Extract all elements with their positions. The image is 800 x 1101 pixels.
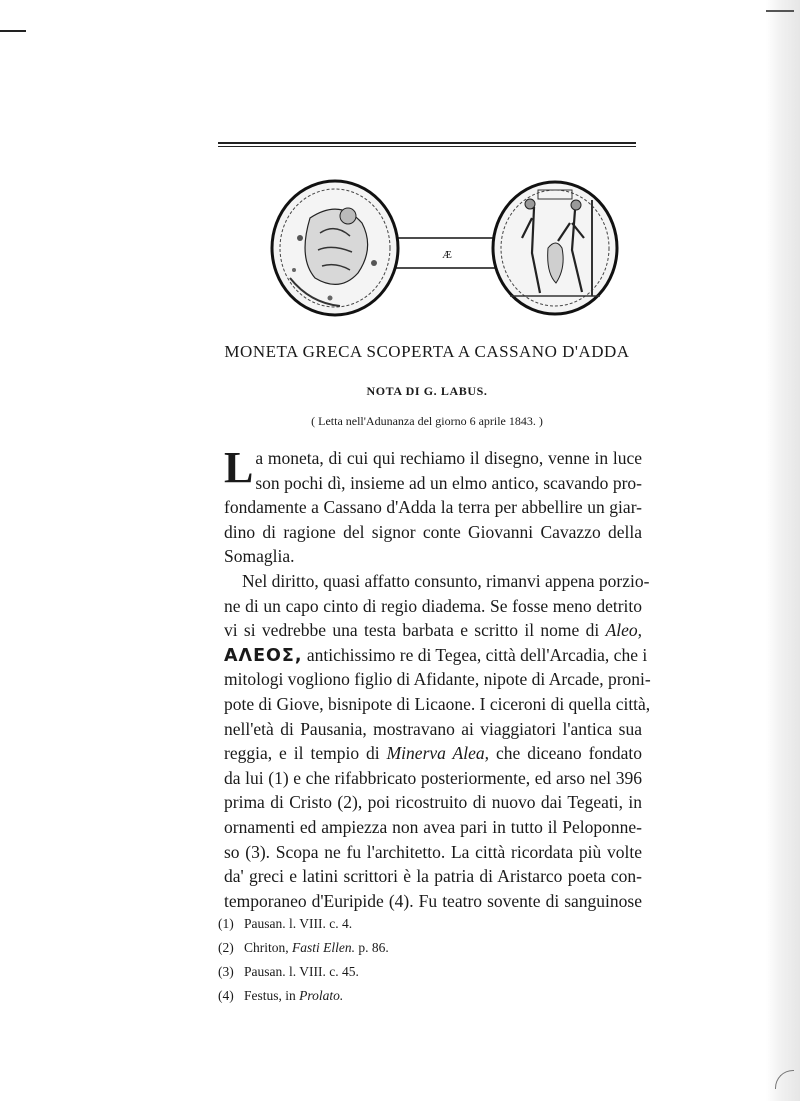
body-line: Somaglia. xyxy=(224,546,295,567)
footnotes xyxy=(218,912,636,1008)
drop-cap: L xyxy=(224,443,254,492)
scan-mark-top-right xyxy=(766,0,794,12)
body-line: mitologi vogliono figlio di Afidante, nipote di Arcade, proni- xyxy=(224,669,651,690)
header-rule-thick xyxy=(218,142,636,144)
footnote-3: (3) Pausan. l. VIII. c. 45. xyxy=(218,964,359,979)
page-edge-shadow xyxy=(766,0,800,1101)
greek-aleos: ΑΛΕΟΣ, xyxy=(224,645,303,666)
body-line: reggia, e il tempio di Minerva Alea, che diceano fondato xyxy=(224,743,643,764)
footnote-1: (1) Pausan. l. VIII. c. 4. xyxy=(218,916,353,931)
body-line: ne di un capo cinto di regio diadema. Se fosse meno detrito xyxy=(224,595,642,616)
footnote-4: (4) Festus, in Prolato. xyxy=(218,988,344,1003)
body-line: vi si vedrebbe una testa barbata e scritto il nome di Aleo, xyxy=(224,620,643,641)
body-line: fondamente a Cassano d'Adda la terra per abbellire un giar- xyxy=(224,497,642,518)
body-line: son pochi dì, insieme ad un elmo antico, scavando pro- xyxy=(255,472,642,493)
italic-minerva: Minerva Alea, xyxy=(386,743,489,764)
header-rule-thin xyxy=(218,146,636,147)
body-line: temporaneo d'Euripide (4). Fu teatro sovente di sanguinose xyxy=(224,890,642,911)
body-line: dino di ragione del signor conte Giovanni Cavazzo della xyxy=(224,521,642,542)
body-line: ΑΛΕΟΣ, antichissimo re di Tegea, città dell'Arcadia, che i xyxy=(224,644,648,666)
body-line: La moneta, di cui qui rechiamo il disegno, venne in luce xyxy=(224,443,642,492)
body-line: da' greci e latini scrittori è la patria di Aristarco poeta con- xyxy=(224,866,642,887)
body-line: ornamenti ed ampiezza non avea pari in tutto il Peloponne- xyxy=(224,816,642,837)
coin-reverse xyxy=(493,182,617,314)
body-line: nell'età di Pausania, mostravano ai viaggiatori l'antica sua xyxy=(224,718,642,739)
article-author: NOTA DI G. LABUS. xyxy=(366,384,488,398)
body-line: pote di Giove, bisnipote di Licaone. I ciceroni di quella città, xyxy=(224,693,651,714)
body-line: prima di Cristo (2), poi ricostruito di nuovo dai Tegeati, in xyxy=(224,792,642,813)
coin-illustration xyxy=(270,178,620,318)
coin-obverse xyxy=(272,181,398,315)
scan-mark-top-left xyxy=(0,30,26,32)
footnote-2: (2) Chriton, Fasti Ellen. p. 86. xyxy=(218,940,389,955)
article-body xyxy=(224,443,651,913)
body-line: da lui (1) e che rifabbricato posteriormente, ed arso nel 396 xyxy=(224,767,642,788)
italic-aleo: Aleo, xyxy=(605,620,643,641)
body-line: so (3). Scopa ne fu l'architetto. La città ricordata più volte xyxy=(224,841,642,862)
reading-date-note: ( Letta nell'Adunanza del giorno 6 aprile 1843. ) xyxy=(311,414,543,428)
article-title: MONETA GRECA SCOPERTA A CASSANO D'ADDA xyxy=(224,342,630,361)
body-line: Nel diritto, quasi affatto consunto, rimanvi appena porzio- xyxy=(242,570,650,591)
figure-label: Æ xyxy=(442,249,452,261)
